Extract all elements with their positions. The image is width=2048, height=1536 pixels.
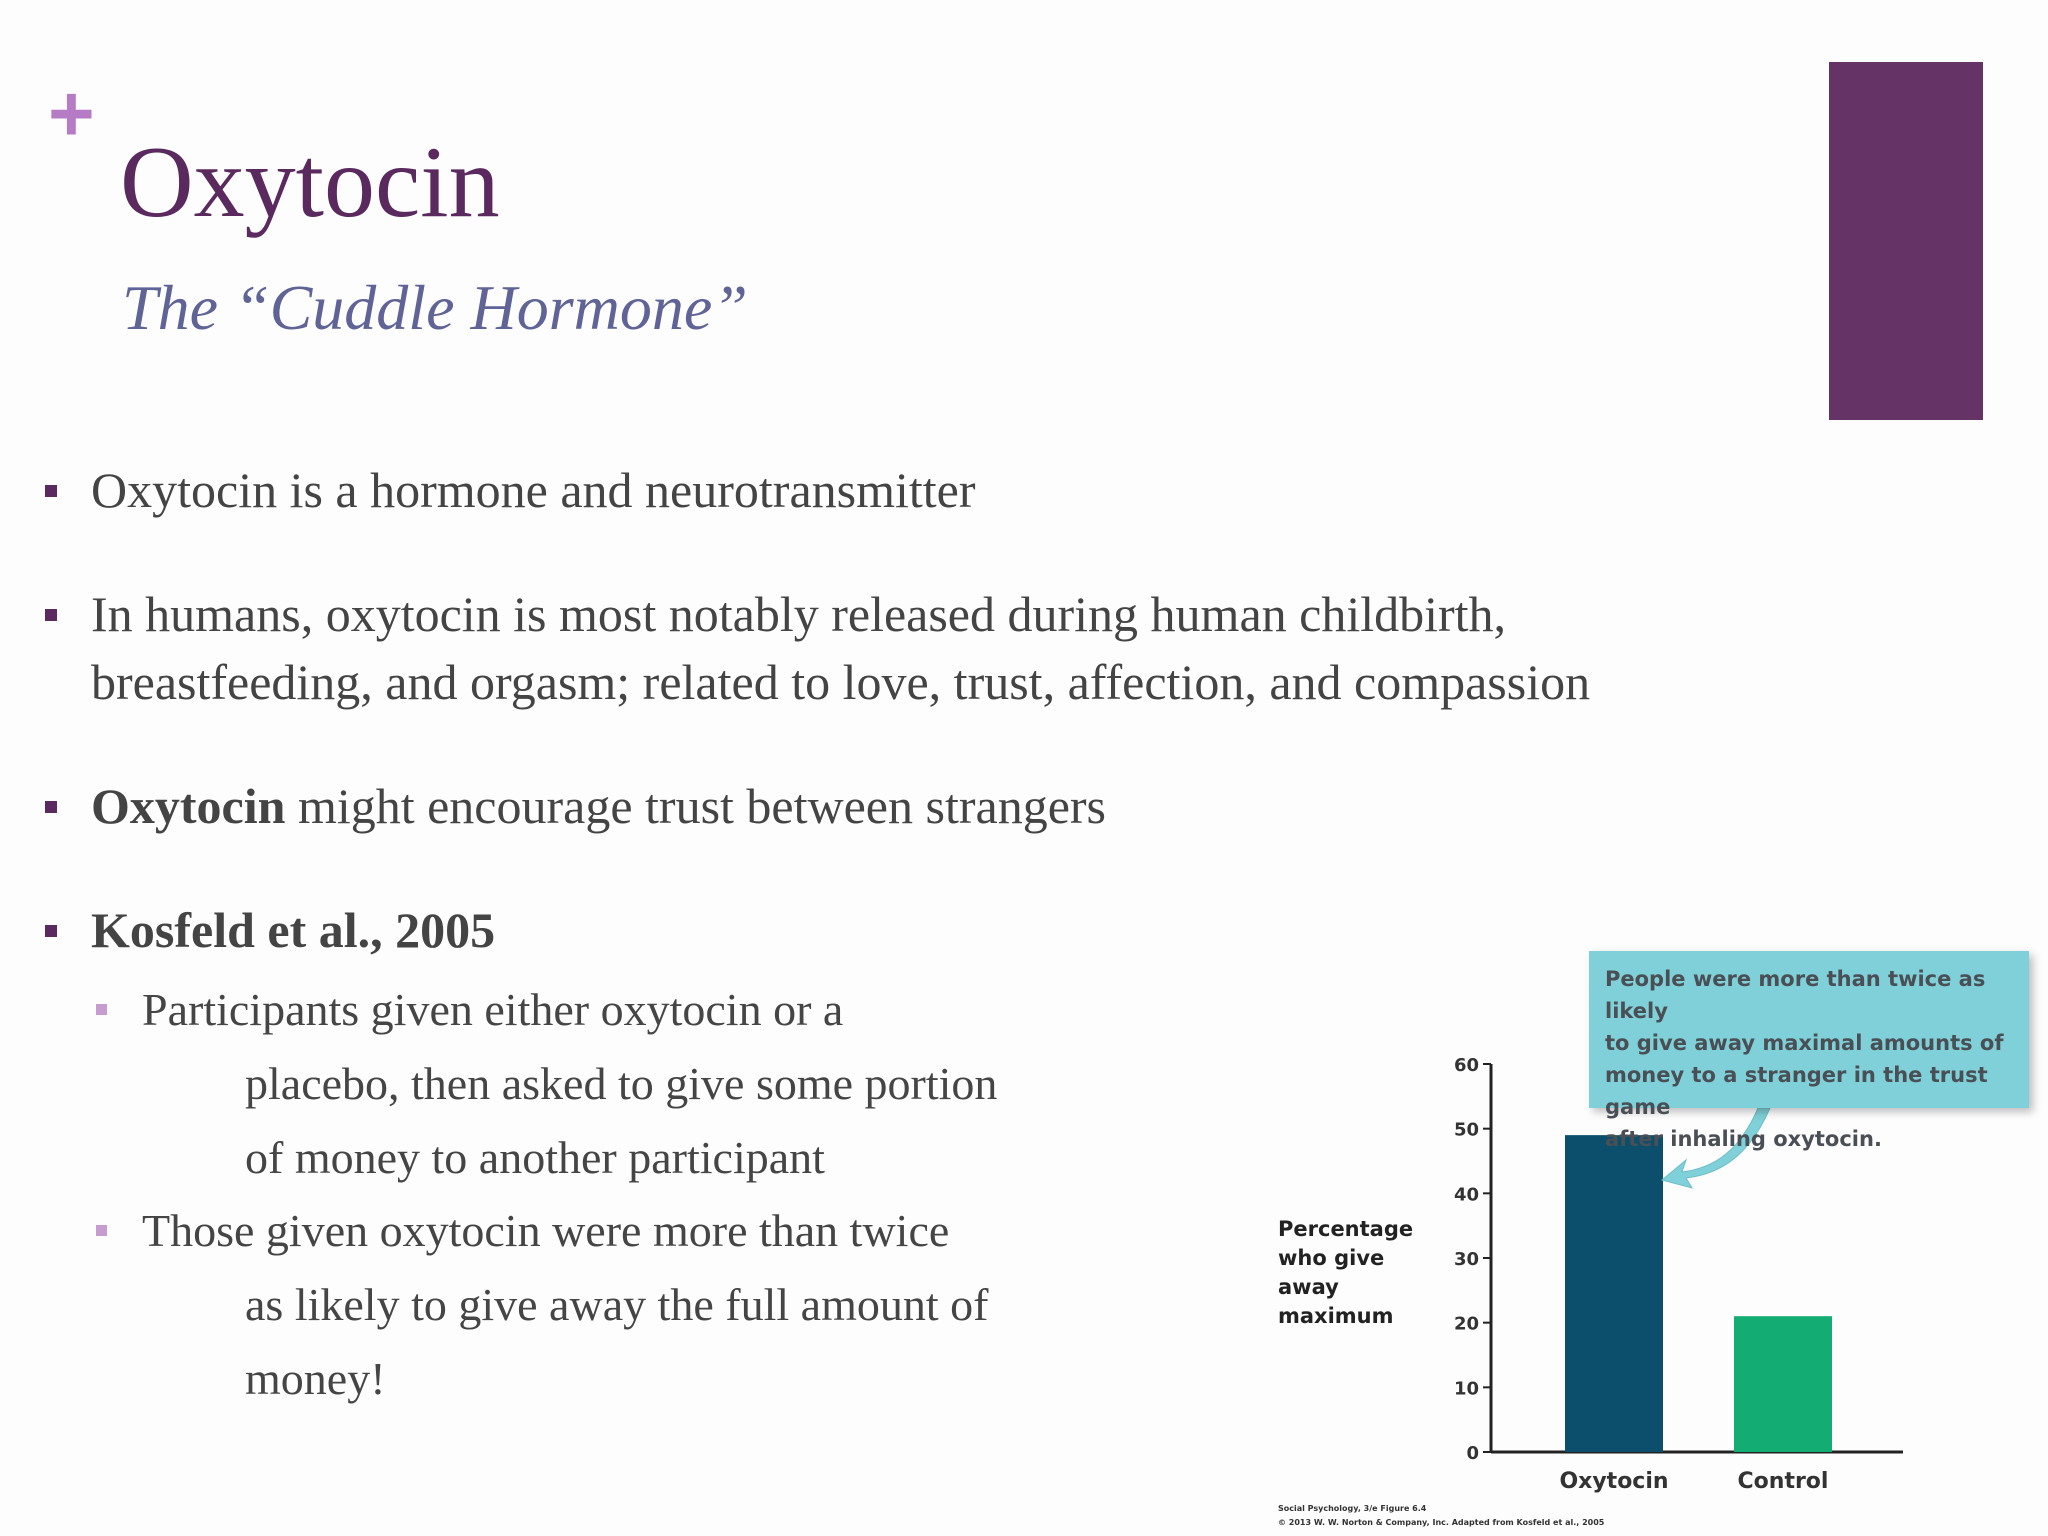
slide-title: Oxytocin [120, 126, 500, 239]
credit-line: © 2013 W. W. Norton & Company, Inc. Adapted from Kosfeld et al., 2005 [1278, 1518, 1605, 1527]
bullet-4: Kosfeld et al., 2005 [91, 902, 496, 958]
y-axis-label-line: who give [1278, 1246, 1385, 1270]
bar-control [1734, 1316, 1832, 1452]
accent-bar [1829, 62, 1983, 420]
bar-oxytocin [1565, 1135, 1663, 1452]
bullet-2-line-1: In humans, oxytocin is most notably released during human childbirth, [91, 586, 1507, 642]
bullet-3-bold: Oxytocin [91, 778, 286, 834]
sub-bullet-square-icon [96, 1225, 107, 1236]
y-tick-label: 20 [1453, 1313, 1479, 1335]
plus-icon: + [48, 69, 95, 158]
y-tick-label: 30 [1453, 1249, 1479, 1270]
bullet-square-icon [45, 485, 57, 497]
credit-line: Social Psychology, 3/e Figure 6.4 [1278, 1504, 1427, 1513]
figure-credit [1278, 1502, 1604, 1530]
bullet-square-icon [45, 925, 57, 937]
callout-line: People were more than twice as likely [1605, 967, 1986, 1023]
sub-bullet-1-line-2: placebo, then asked to give some portion [245, 1058, 998, 1109]
slide-subtitle: The “Cuddle Hormone” [122, 272, 748, 343]
sub-bullet-1-line-3: of money to another participant [245, 1132, 825, 1183]
y-tick-label: 0 [1466, 1443, 1479, 1464]
sub-bullet-1-line-1: Participants given either oxytocin or a [142, 984, 844, 1035]
bullet-1: Oxytocin is a hormone and neurotransmitter [91, 462, 976, 518]
callout-line: money to a stranger in the trust game [1605, 1063, 1988, 1119]
sub-bullet-2-line-2: as likely to give away the full amount of [245, 1279, 989, 1330]
y-axis-label-line: away maximum [1278, 1275, 1394, 1328]
sub-bullet-square-icon [96, 1004, 107, 1015]
sub-bullet-2-line-1: Those given oxytocin were more than twice [142, 1205, 950, 1256]
chart-callout [1589, 951, 2029, 1151]
y-tick-label: 60 [1453, 1055, 1479, 1076]
y-tick-label: 40 [1453, 1184, 1479, 1206]
y-axis-label [1278, 1215, 1458, 1331]
sub-bullet-1 [142, 973, 997, 1195]
bullet-3 [91, 772, 1106, 840]
bullet-square-icon [45, 801, 57, 813]
callout-line: after inhaling oxytocin. [1605, 1127, 1882, 1151]
y-tick-label: 50 [1453, 1119, 1479, 1141]
y-tick-label: 10 [1453, 1378, 1479, 1400]
x-tick-label: Control [1737, 1469, 1829, 1494]
y-axis-label-line: Percentage [1278, 1217, 1414, 1241]
bullet-3-rest: might encourage trust between strangers [285, 778, 1106, 834]
bullet-2-line-2: breastfeeding, and orgasm; related to love, trust, affection, and compassion [91, 654, 1591, 710]
sub-bullet-2 [142, 1194, 988, 1416]
x-tick-label: Oxytocin [1559, 1469, 1669, 1494]
bullet-square-icon [45, 609, 57, 621]
callout-line: to give away maximal amounts of [1605, 1031, 2004, 1055]
sub-bullet-2-line-3: money! [245, 1353, 386, 1404]
